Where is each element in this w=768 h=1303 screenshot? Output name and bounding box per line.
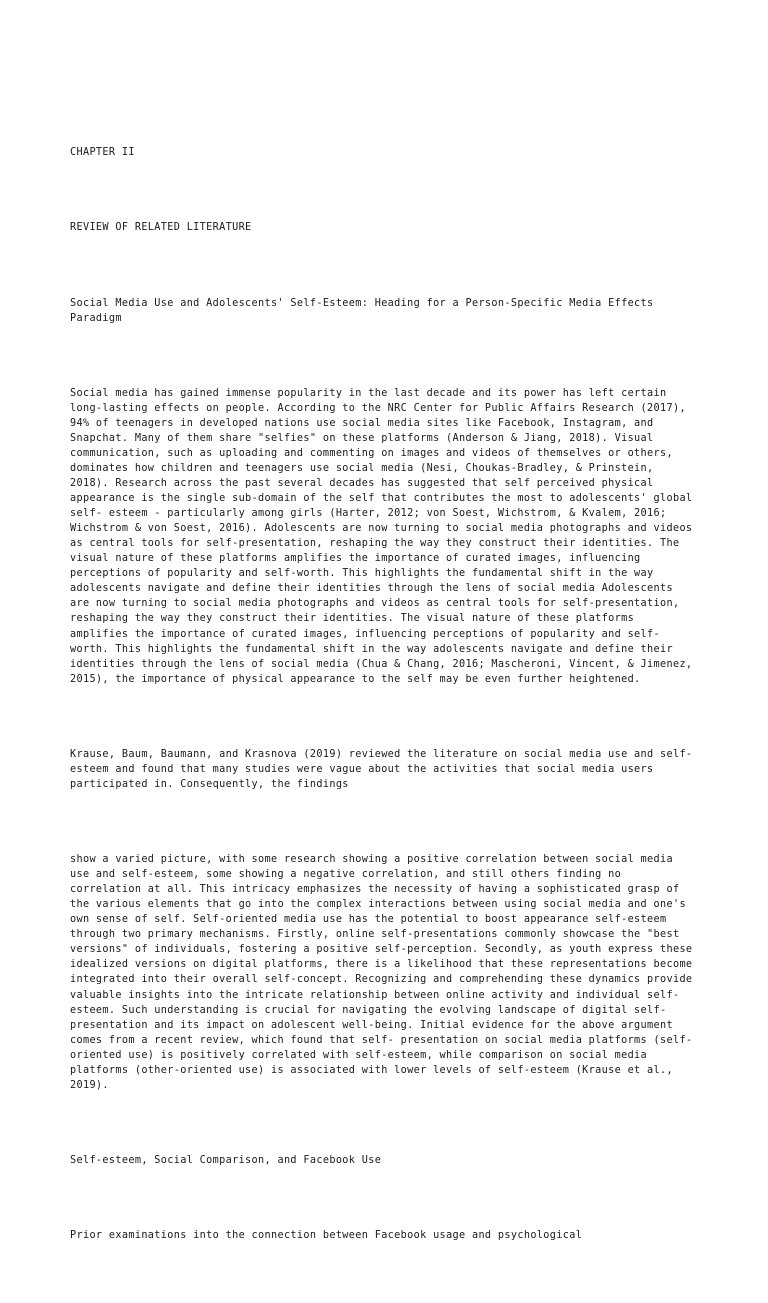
paragraph-social-media-popularity: Social media has gained immense popularity in the last decade and its power has left certain long-lasting effects on people. According to the NRC Center for Public Affairs Research (2017), 94% of teenagers in developed nations use social media sites like Facebook, Instagram, and Snapchat. Many of them share "selfies" on these platforms (Anderson & Jiang, 2018). Visual communication, such as uploading and commenting on images and videos of themselves or others, dominates how children and teenagers use social media (Nesi, Choukas-Bradley, & Prinstein, 2018). Research across the past several decades has suggested that self perceived physical appearance is the single sub-domain of the self that contributes the most to adolescents' global self- esteem - particularly among girls (Harter, 2012; von Soest, Wichstrom, & Kvalem, 2016; Wichstrom & von Soest, 2016). Adolescents are now turning to social media photographs and videos as central tools for self-presentation, reshaping the way they construct their identities. The visual nature of these platforms amplifies the importance of curated images, influencing perceptions of popularity and self-worth. This highlights the fundamental shift in the way adolescents navigate and define their identities through the lens of social media Adolescents are now turning to social media photographs and videos as central tools for self-presentation, reshaping the way they construct their identities. The visual nature of these platforms amplifies the importance of curated images, influencing perceptions of popularity and self-worth. This highlights the fundamental shift in the way adolescents navigate and define their identities through the lens of social media (Chua & Chang, 2016; Mascheroni, Vincent, & Jimenez, 2015), the importance of physical appearance to the self may be even further heightened. <box>70 387 699 685</box>
subsection-heading: Self-esteem, Social Comparison, and Facebook Use <box>70 1155 382 1166</box>
paragraph-krause-review-part-a: Krause, Baum, Baumann, and Krasnova (2019) reviewed the literature on social media use and self-esteem and found that many studies were vague about the activities that social media users participated in. Consequently, the findings <box>70 748 693 790</box>
paragraph-krause-review-part-b: show a varied picture, with some research showing a positive correlation between social media use and self-esteem, some showing a negative correlation, and still others finding no correlation at all. This intricacy emphasizes the necessity of having a sophisticated grasp of the various elements that go into the complex interactions between using social media and one's own sense of self. Self-oriented media use has the potential to boost appearance self-esteem through two primary mechanisms. Firstly, online self-presentations commonly showcase the "best versions" of individuals, fostering a positive self-perception. Secondly, as youth express these idealized versions on digital platforms, there is a likelihood that these representations become integrated into their overall self-concept. Recognizing and comprehending these dynamics provide valuable insights into the intricate relationship between online activity and individual self- esteem. Such understanding is crucial for navigating the evolving landscape of digital self-presentation and its impact on adolescent well-being. Initial evidence for the above argument comes from a recent review, which found that self- presentation on social media platforms (self-oriented use) is positively correlated with self-esteem, while comparison on social media platforms (other-oriented use) is associated with lower levels of self-esteem (Krause et al., 2019). <box>70 854 699 1091</box>
section-heading: Social Media Use and Adolescents' Self-Esteem: Heading for a Person-Specific Media Effects Paradigm <box>70 297 660 324</box>
paragraph-facebook-use: Prior examinations into the connection between Facebook usage and psychological <box>70 1230 583 1242</box>
chapter-title: REVIEW OF RELATED LITERATURE <box>70 222 252 234</box>
document-body <box>70 100 698 1303</box>
chapter-label: CHAPTER II <box>70 147 135 159</box>
